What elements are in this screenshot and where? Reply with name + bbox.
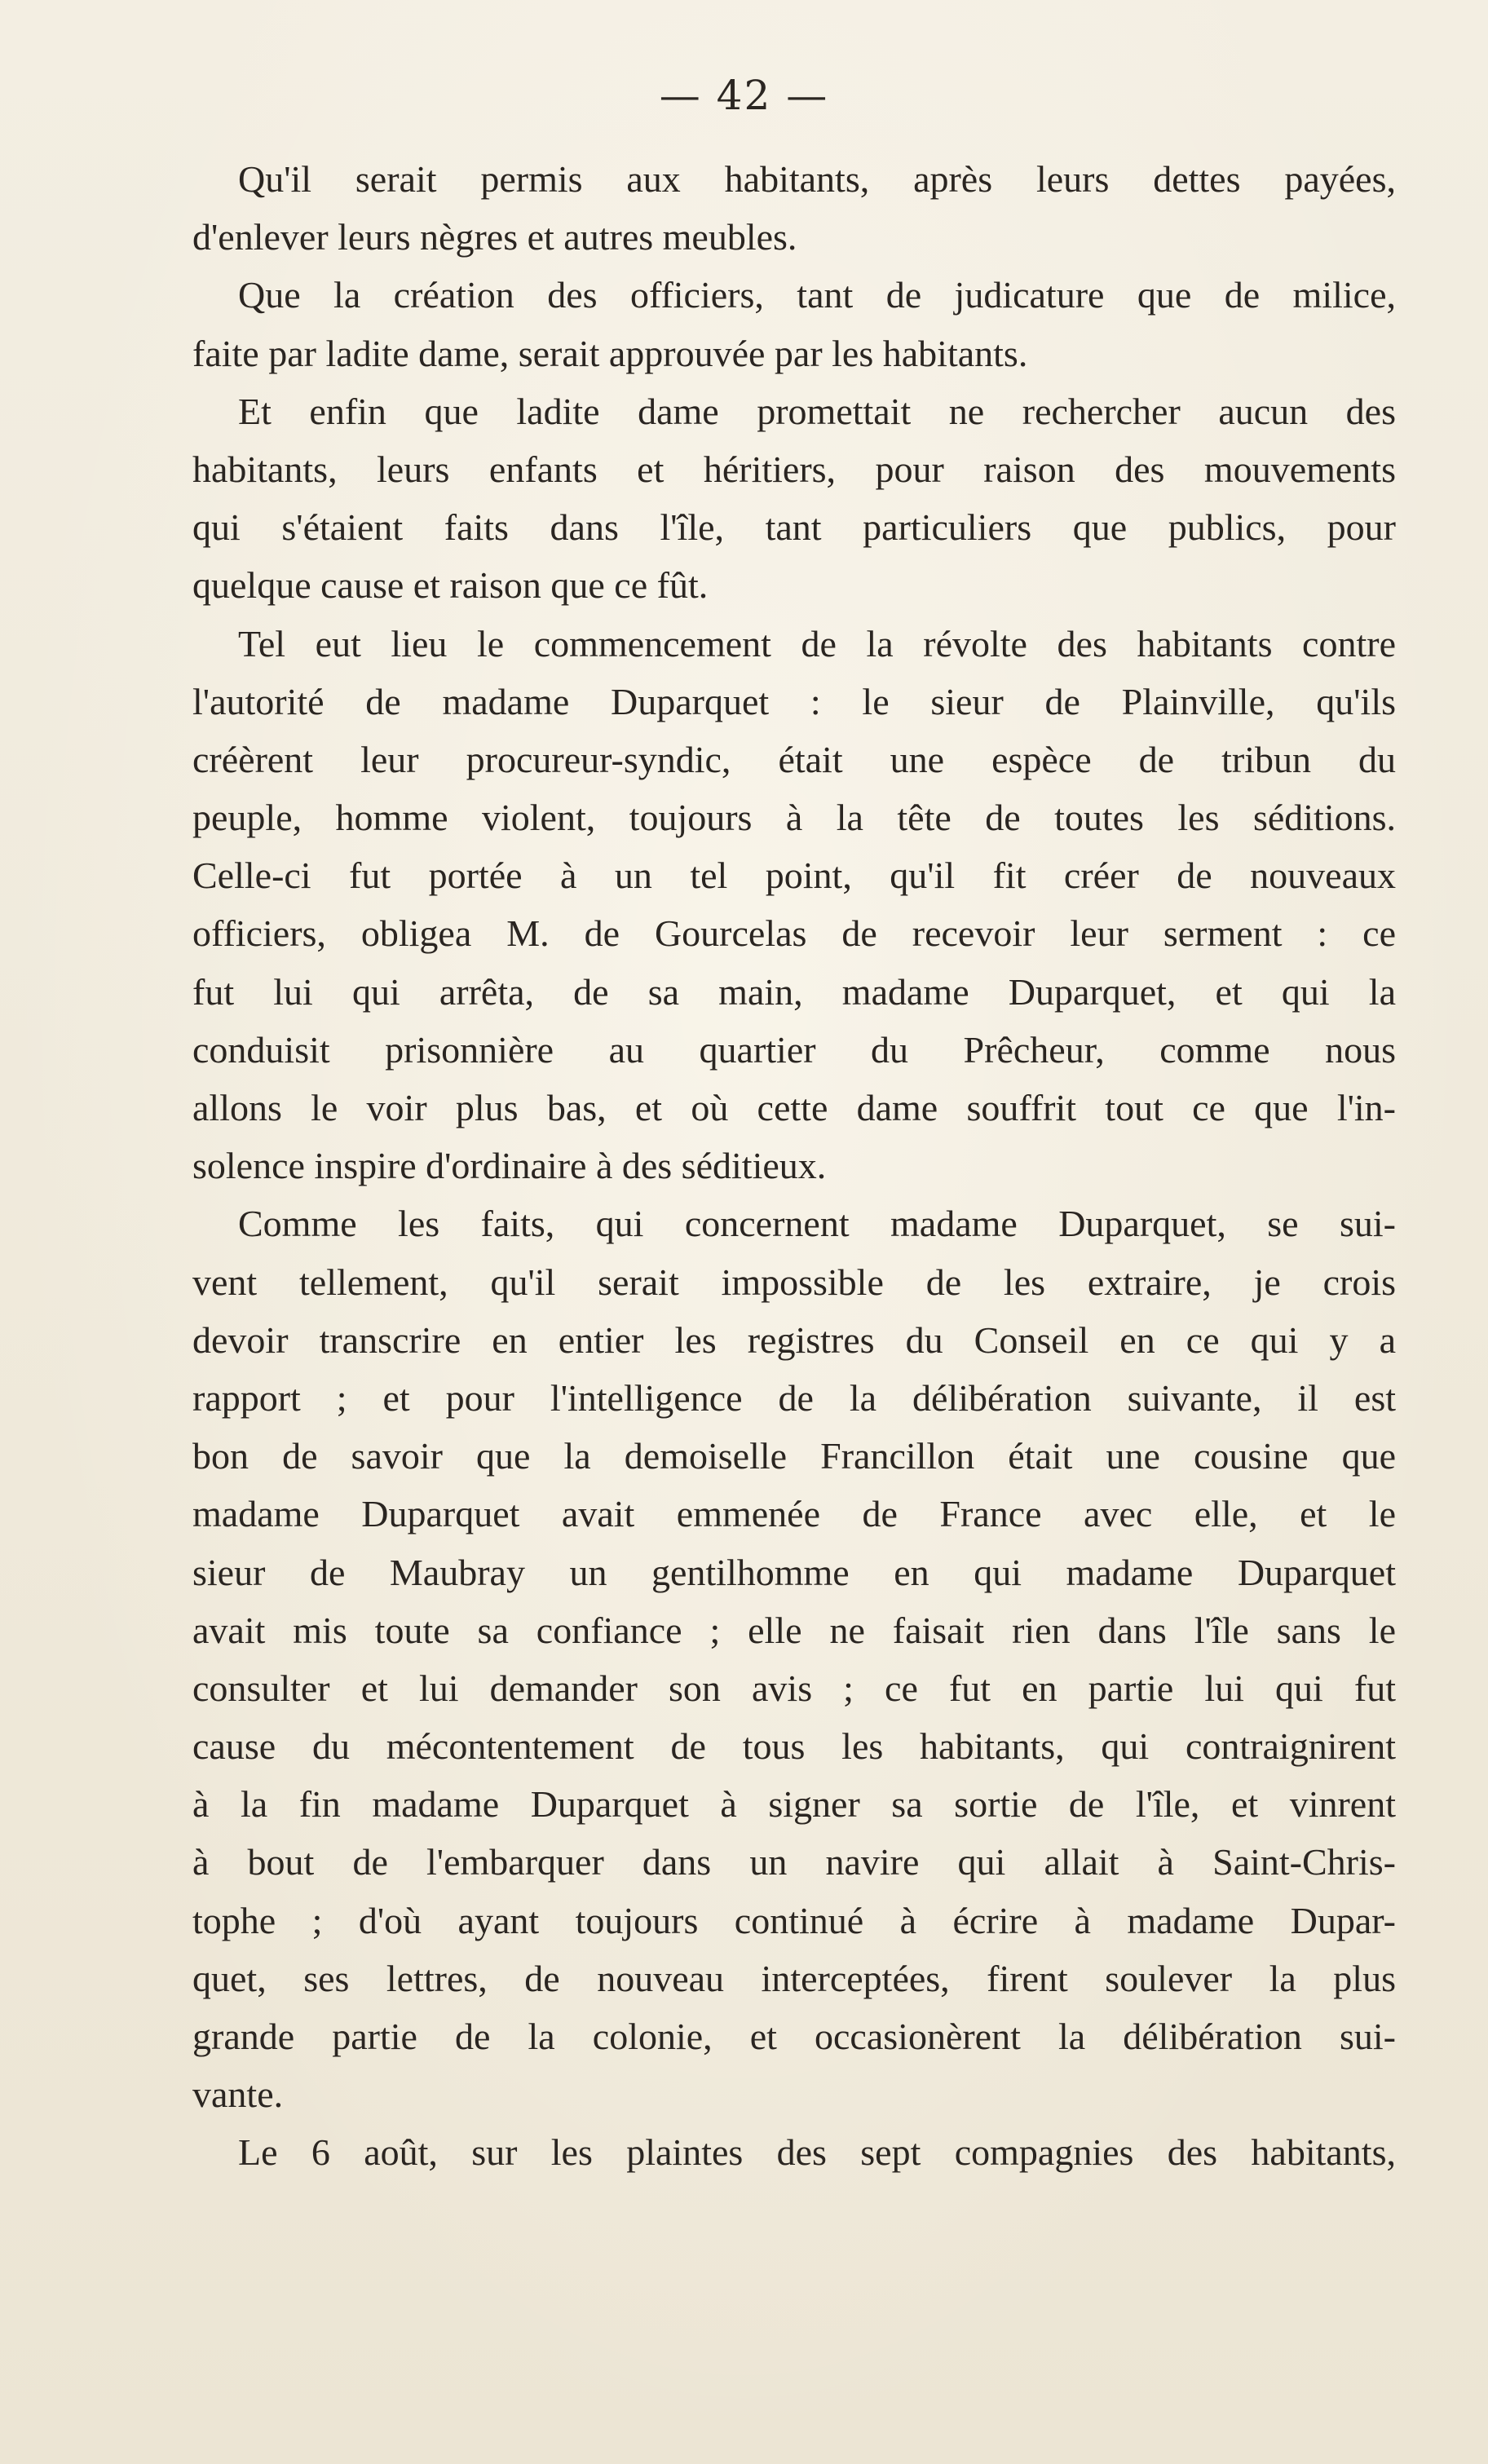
text-line: consulter et lui demander son avis ; ce fut en partie lui qui fut xyxy=(192,1667,1396,1709)
text-line: Celle-ci fut portée à un tel point, qu'il fit créer de nouveaux xyxy=(192,854,1396,897)
body-text xyxy=(192,150,1396,2182)
paragraph xyxy=(192,150,1396,266)
paragraph xyxy=(192,266,1396,382)
text-line: Tel eut lieu le commencement de la révolte des habitants contre xyxy=(238,622,1396,665)
text-line: à bout de l'embarquer dans un navire qui allait à Saint-Chris- xyxy=(192,1841,1396,1883)
text-line: peuple, homme violent, toujours à la tête de toutes les séditions. xyxy=(192,797,1396,839)
text-line: allons le voir plus bas, et où cette dame souffrit tout ce que l'in- xyxy=(192,1087,1396,1128)
text-line: conduisit prisonnière au quartier du Prêcheur, comme nous xyxy=(192,1028,1396,1071)
text-line: quelque cause et raison que ce fût. xyxy=(192,564,709,607)
text-line: officiers, obligea M. de Gourcelas de recevoir leur serment : ce xyxy=(192,912,1396,955)
text-line: grande partie de la colonie, et occasionèrent la délibération sui- xyxy=(192,2016,1396,2057)
paragraph xyxy=(192,615,1396,1195)
text-line: à la fin madame Duparquet à signer sa sortie de l'île, et vinrent xyxy=(192,1783,1396,1826)
text-line: Que la création des officiers, tant de judicature que de milice, xyxy=(238,274,1396,316)
text-line: cause du mécontentement de tous les habitants, qui contraignirent xyxy=(192,1725,1396,1768)
text-line: d'enlever leurs nègres et autres meubles. xyxy=(192,216,797,258)
paragraph xyxy=(192,382,1396,615)
paragraph xyxy=(192,1194,1396,2123)
text-line: tophe ; d'où ayant toujours continué à écrire à madame Dupar- xyxy=(192,1899,1396,1941)
paragraph xyxy=(192,2123,1396,2181)
text-line: devoir transcrire en entier les registres du Conseil en ce qui y a xyxy=(192,1318,1396,1361)
text-line: bon de savoir que la demoiselle Francillon était une cousine que xyxy=(192,1435,1396,1477)
text-line: Comme les faits, qui concernent madame Duparquet, se sui- xyxy=(238,1203,1396,1245)
text-line: madame Duparquet avait emmenée de France avec elle, et le xyxy=(192,1493,1396,1535)
text-line: Et enfin que ladite dame promettait ne rechercher aucun des xyxy=(238,390,1396,432)
text-line: Qu'il serait permis aux habitants, après leurs dettes payées, xyxy=(238,158,1396,200)
text-line: quet, ses lettres, de nouveau interceptées, firent soulever la plus xyxy=(192,1957,1396,1999)
text-line: qui s'étaient faits dans l'île, tant particuliers que publics, pour xyxy=(192,506,1396,549)
text-line: sieur de Maubray un gentilhomme en qui madame Duparquet xyxy=(192,1551,1396,1593)
text-line: solence inspire d'ordinaire à des séditieux. xyxy=(192,1145,827,1187)
text-line: créèrent leur procureur-syndic, était une espèce de tribun du xyxy=(192,738,1396,780)
text-line: fut lui qui arrêta, de sa main, madame Duparquet, et qui la xyxy=(192,970,1396,1013)
text-line: habitants, leurs enfants et héritiers, pour raison des mouvements xyxy=(192,448,1396,490)
text-line: Le 6 août, sur les plaintes des sept compagnies des habitants, xyxy=(238,2131,1396,2174)
text-line: l'autorité de madame Duparquet : le sieur de Plainville, qu'ils xyxy=(192,680,1396,722)
text-line: vent tellement, qu'il serait impossible de les extraire, je crois xyxy=(192,1261,1396,1303)
text-line: rapport ; et pour l'intelligence de la délibération suivante, il est xyxy=(192,1376,1396,1419)
text-line: avait mis toute sa confiance ; elle ne faisait rien dans l'île sans le xyxy=(192,1609,1396,1651)
text-line: faite par ladite dame, serait approuvée par les habitants. xyxy=(192,332,1028,374)
page-number: — 42 — xyxy=(659,72,829,119)
text-line: vante. xyxy=(192,2073,284,2116)
